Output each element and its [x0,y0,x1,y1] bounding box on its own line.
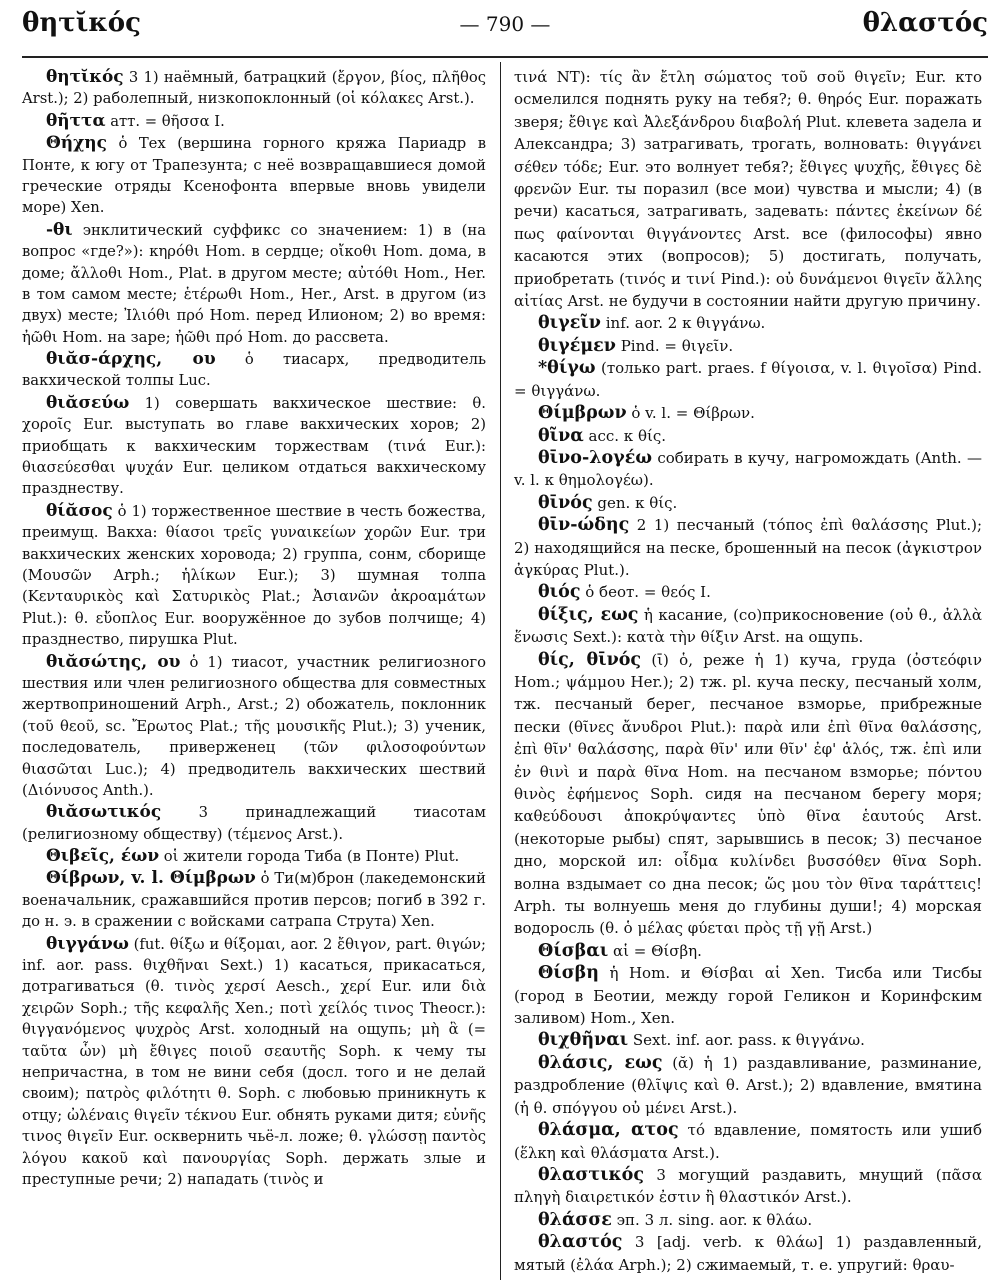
entry-headword: θιᾰσωτικός [46,801,162,822]
entry-headword: θῑν-ώδης [538,515,630,536]
entry-definition: (только part. praes. f θίγοισα, v. l. θιγοῖσα) Pind. = θιγγάνω. [514,359,982,400]
entry-headword: θίξις, εως [538,604,639,625]
dictionary-entry [22,392,486,500]
entry-headword: θῆττα [46,109,106,130]
dictionary-entry [22,651,486,802]
dictionary-entry [514,357,982,402]
entry-headword: θλάσμα, ατος [538,1120,679,1141]
entry-definition: 1) совершать вакхическое шествие: θ. χοροῖς Eur. выступать во главе вакхических хоров; 2) приобщать к вакхическим торжествам (τινά Eur.): θιασεύεσθαι ψυχάν Eur. целиком отдаться вакхическому празднеству. [22,394,486,498]
right-column [514,66,982,1276]
entry-definition: αἱ = Θίσβη. [612,941,702,960]
entry-definition: gen. к θίς. [597,493,678,512]
entry-headword: θῖνα [538,425,584,446]
entry-definition: 2 1) песчаный (τόπος ἐπὶ θαλάσσης Plut.); 2) находящийся на песке, брошенный на песок (ἀγκιστρον ἀγκύρας Plut.). [514,516,982,579]
entry-definition: 3 [adj. verb. к θλάω] 1) раздавленный, мятый (ἐλάα Arph.); 2) сжимаемый, т. е. упругий: θραυ- [514,1233,982,1274]
entry-definition: (ῑ) ὁ, реже ἡ 1) куча, груда (ὀστεόφιν Hom.; ψάμμου Her.); 2) тж. pl. куча песку, песчаный холм, тж. песчаный берег, песчаное взморье, прибрежные пески (θῖνες ἄνυδροι Plut.): παρὰ или ἐπὶ θῖνα θαλάσσης, ἐπὶ θῖν' θαλάσσης, παρὰ θῖν' или θῖν' ἐφ' ἁλός, тж. ἐπὶ или ἐν θινὶ и παρὰ θῖνα Hom. на песчаном взморье; πόντου θινὸς ἐφήμενος Soph. сидя на песчаном берегу моря; καθεύδουσι ἀποκρύψαντες ὑπὸ θῖνα ἑαυτούς Arst. (некоторые рыбы) спят, зарывшись в песок; 3) песчаное дно, морской ил: οἶδμα κυλίνδει βυσσόθεν θῖνα Soph. волна вздымает со дна песок; ὥς μου τὸν θῖνα ταράττεις! Arph. ты волнуешь меня до глубины души!; 4) морская водоросль (θ. ὁ μέλας φύεται πρὸς τῇ γῇ Arst.) [514,650,982,938]
dictionary-entry [514,1164,982,1209]
entry-headword: θλαστικός [538,1164,644,1185]
entry-definition: τό вдавление, помятость или ушиб (ἕλκη καὶ θλάσματα Arst.). [514,1121,982,1162]
entry-definition: энклитический суффикс со значением: 1) в (на вопрос «где?»): κηρόθι Hom. в сердце; οἴκοθι Hom. дома, в доме; ἄλλοθι Hom., Plat. в другом месте; αὐτόθι Hom., Her. в том самом месте; ἑτέρωθι Hom., Her., Arst. в другом (из двух) месте; Ἰλιόθι πρό Hom. перед Илионом; 2) во время: ἠῶθι Hom. на заре; ἠῶθι πρό Hom. до рассвета. [22,221,486,346]
entry-definition: собирать в кучу, нагромождать (Anth. — v. l. к θημολογέω). [514,448,982,490]
entry-definition: атт. = θῆσσα I. [110,112,225,130]
entry-definition: Sext. inf. aor. pass. к θιγγάνω. [632,1031,865,1050]
dictionary-entry [514,962,982,1029]
dictionary-entry [22,348,486,392]
entry-definition: ὁ v. l. = Θίβρων. [631,404,755,423]
dictionary-entry [514,66,982,312]
entry-definition: οἱ жители города Тиба (в Понте) Plut. [163,848,460,866]
dictionary-entry [514,335,982,357]
dictionary-entry [22,66,486,110]
dictionary-entry [514,402,982,424]
entry-definition: ὁ тиасарх, предводитель вакхической толпы Luc. [22,351,486,390]
entry-definition: (ᾰ) ἡ 1) раздавливание, разминание, раздробление (θλῖψις καὶ θ. Arst.); 2) вдавление, вмятина (ἡ θ. σπόγγου οὐ μένει Arst.). [514,1053,982,1117]
entry-definition: ἡ Hom. и Θίσβαι αἱ Xen. Тисба или Тисбы (город в Беотии, между горой Геликон и Коринфским заливом) Hom., Xen. [514,964,982,1028]
header-rule [22,56,988,58]
entry-headword: Θίμβρων [538,403,627,424]
dictionary-entry [514,425,982,447]
dictionary-entry [514,447,982,492]
entry-headword: θῑνός [538,492,593,513]
entry-definition: τινά NT): τίς ἂν ἔτλη σώματος τοῦ σοῦ θιγεῖν; Eur. кто осмелился поднять руку на тебя?; θ. θηρός Eur. поражать зверя; ἔθιγε καὶ Ἀλεξάνδρου διαβολή Plut. клевета задела и Александра; 3) затрагивать, трогать, волновать: θιγγάνει σέθεν τόδε; Eur. это волнует тебя?; ἔθιγες ψυχῆς, ἔθιγες δὲ φρενῶν Eur. ты поразил (все мои) чувства и мысли; 4) (в речи) касаться, затрагивать, задевать: πάντες ἐκείνων δέ πως φαίνονται θιγγάνοντες Arst. все (философы) явно касаются этих (вопросов); 5) достигать, получать, приобретать (τινός и τινί Pind.): οὐ δυνάμενοι θιγεῖν ἄλλης αἰτίας Arst. не будучи в состоянии найти другую причину. [514,68,982,311]
entry-definition: (fut. θίξω и θίξομαι, aor. 2 ἔθιγον, part. θιγών; inf. aor. pass. θιχθῆναι Sext.) 1) касаться, прикасаться, дотрагиваться (θ. τινὸς χερσί Aesch., χερί Eur. или διὰ χειρῶν Soph.; τῆς κεφαλῆς Xen.; ποτὶ χείλός τινος Theocr.): θιγγανόμενος ψυχρὸς Arst. холодный на ощупь; μὴ ἃ (= ταῦτα ὧν) μὴ ἔθιγες ποιοῦ σεαυτῆς Soph. к чему ты непричастна, в том не вини себя (досл. того и не делай своим); πατρὸς φιλότητι θ. Soph. с любовью приникнуть к отцу; ὠλέναις θιγεῖν τέκνου Eur. обнять руками дитя; εὐνῆς τινος θιγεῖν Eur. осквернить чьё-л. ложе; θ. γλώσσῃ παντὸς λόγου κακοῦ καὶ πανουργίας Soph. держать злые и преступные речи; 2) нападать (τινὸς и [22,935,486,1188]
entry-headword: θλάσσε [538,1209,612,1230]
dictionary-entry [22,132,486,219]
dictionary-entry [514,649,982,940]
dictionary-entry [22,801,486,845]
entry-headword: Θιβεῖς, έων [46,845,160,866]
entry-headword: θῑνο-λογέω [538,447,653,468]
dictionary-entry [514,1231,982,1276]
entry-headword: θιᾰσώτης, ου [46,650,181,671]
entry-headword: -θι [46,218,73,239]
entry-headword: θλαστός [538,1232,623,1253]
entry-definition: Pind. = θιγεῖν. [620,336,734,355]
entry-headword: θιός [538,582,581,603]
dictionary-entry [22,500,486,651]
page-number: — 790 — [459,12,551,36]
entry-headword: θίς, θῑνός [538,649,642,670]
entry-headword: θιᾰσεύω [46,391,130,412]
entry-definition: ὁ Тех (вершина горного кряжа Париадр в Понте, к югу от Трапезунта; с неё возвращавшиеся домой греческие отряды Ксенофонта впервые вновь увидели море) Xen. [22,135,486,217]
dictionary-entry [22,845,486,867]
entry-headword: θιχθῆναι [538,1030,629,1051]
entry-headword: *θίγω [538,358,596,379]
dictionary-entry [514,1209,982,1231]
left-column [22,66,486,1190]
entry-definition: 3 могущий раздавить, мнущий (πᾶσα πληγὴ διαιρετικόν ἐστιν ἢ θλαστικόν Arst.). [514,1165,982,1207]
entry-headword: θίᾰσος [46,499,113,520]
dictionary-entry [22,933,486,1191]
entry-definition: эп. 3 л. sing. aor. к θλάω. [616,1210,813,1229]
dictionary-entry [514,514,982,581]
entry-definition: ἡ касание, (со)прикосновение (οὐ θ., ἀλλὰ ἕνωσις Sext.): κατὰ τὴν θίξιν Arst. на ощупь. [514,605,982,647]
left-running-head: θητῐκός [22,8,141,38]
right-running-head: θλαστός [862,8,988,38]
dictionary-entry [22,219,486,348]
dictionary-entry [514,581,982,603]
entry-headword: θητῐκός [46,66,124,86]
dictionary-entry [514,1029,982,1051]
dictionary-entry [22,867,486,932]
dictionary-entry [514,312,982,334]
dictionary-entry [514,940,982,962]
column-divider [500,62,501,1280]
entry-headword: θιγεῖν [538,313,601,334]
entry-headword: θιγέμεν [538,335,616,356]
entry-headword: Θήχης [46,132,107,153]
entry-definition: inf. aor. 2 к θιγγάνω. [605,314,766,333]
entry-headword: θιᾰσ-άρχης, ου [46,348,216,369]
dictionary-entry [22,110,486,132]
entry-headword: Θίσβη [538,963,599,984]
dictionary-entry [514,1052,982,1119]
entry-headword: θιγγάνω [46,932,129,953]
entry-definition: acc. к θίς. [588,426,667,445]
dictionary-entry [514,604,982,649]
entry-headword: θλάσις, εως [538,1052,663,1073]
entry-definition: 3 принадлежащий тиасотам (религиозному обществу) (τέμενος Arst.). [22,804,486,843]
entry-headword: Θίσβαι [538,940,609,961]
page-header [22,8,988,48]
entry-definition: ὁ Ти(м)брон (лакедемонский военачальник, сражавшийся против персов; погиб в 392 г. до н. э. в сражении с войсками сатрапа Струта) Xen. [22,870,486,931]
dictionary-entry [514,492,982,514]
dictionary-entry [514,1119,982,1164]
entry-definition: ὁ 1) торжественное шествие в честь божества, преимущ. Вакха: θίασοι τρεῖς γυναικείων χορῶν Eur. три вакхических женских хоровода; 2) группа, сонм, сборище (Μουσῶν Arph.; ἡλίκων Eur.); 3) шумная толпа (Κενταυρικὸς καὶ Σατυρικὸς Plat.; Ἀσιανῶν ἀκροαμάτων Plut.): θ. εὔοπλος Eur. вооружённое до зубов полчище; 4) празднество, пирушка Plut. [22,502,486,649]
entry-definition: ὁ 1) тиасот, участник религиозного шествия или член религиозного общества для совместных жертвоприношений Arph., Arst.; 2) обожатель, поклонник (τοῦ θεοῦ, sc. Ἔρωτος Plat.; τῆς μουσικῆς Plut.); 3) ученик, последователь, приверженец (τῶν φιλοσοφούντων θιασῶται Luc.); 4) предводитель вакхических шествий (Διόνυσος Anth.). [22,653,486,799]
entry-headword: Θίβρων, v. l. Θίμβρων [46,867,256,888]
entry-definition: ὁ беот. = θεός I. [585,583,711,602]
entry-definition: 3 1) наёмный, батрацкий (ἔργον, βίος, πλῆθος Arst.); 2) раболепный, низкопоклонный (οἱ κόλακες Arst.). [22,69,486,108]
